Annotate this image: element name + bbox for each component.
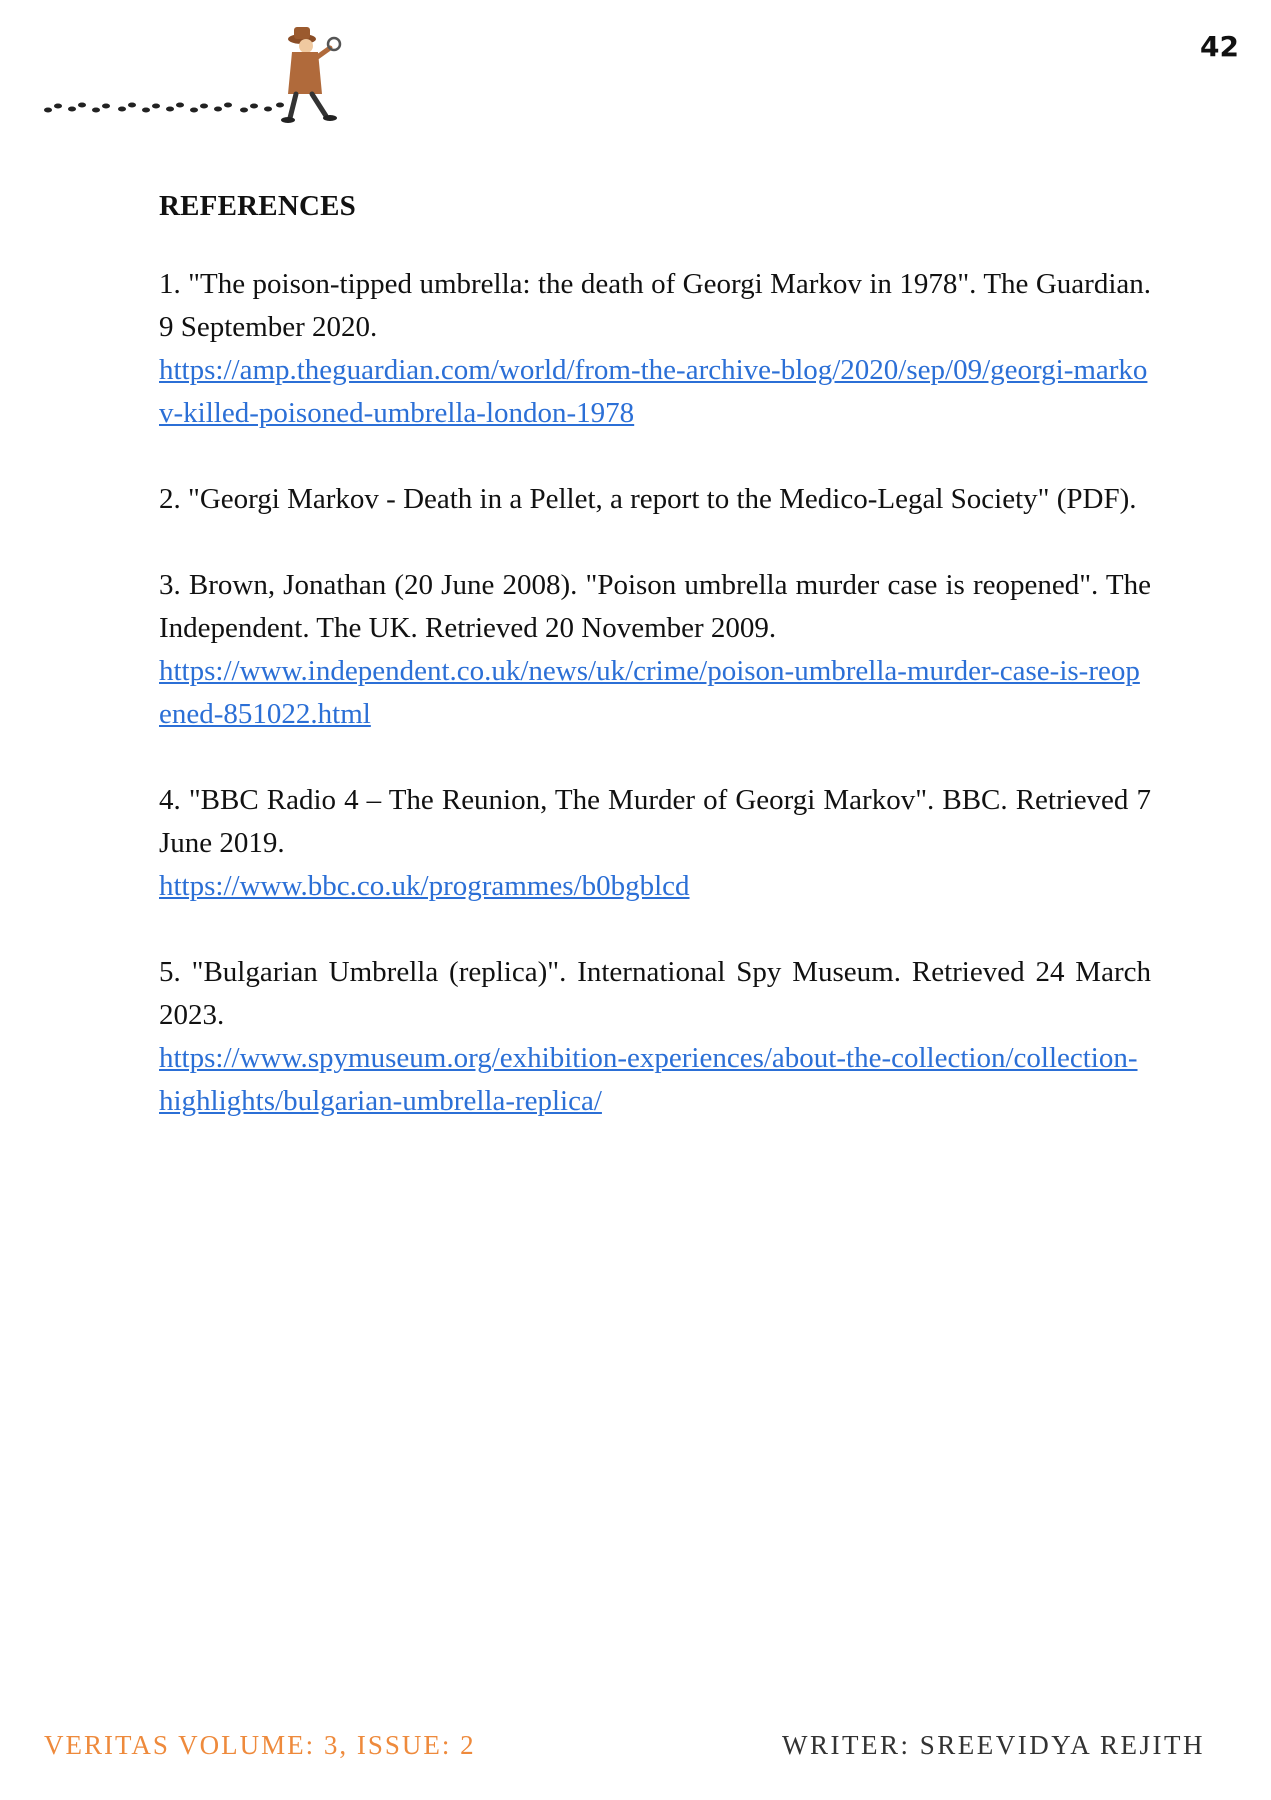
footer-writer: WRITER: SREEVIDYA REJITH: [782, 1730, 1205, 1760]
reference-link[interactable]: https://www.bbc.co.uk/programmes/b0bgblcd: [159, 870, 690, 902]
reference-item: [159, 951, 1151, 1123]
reference-text: 3. Brown, Jonathan (20 June 2008). "Poison umbrella murder case is reopened". The Independent. The UK. Retrieved 20 November 2009.: [159, 569, 1151, 644]
footer-volume-issue: VERITAS VOLUME: 3, ISSUE: 2: [44, 1730, 476, 1760]
reference-text: 5. "Bulgarian Umbrella (replica)". International Spy Museum. Retrieved 24 March 2023.: [159, 956, 1151, 1031]
reference-link[interactable]: https://amp.theguardian.com/world/from-the-archive-blog/2020/sep/09/georgi-markov-killed-poisoned-umbrella-london-1978: [159, 354, 1148, 429]
references-heading: REFERENCES: [159, 190, 356, 222]
reference-item: [159, 779, 1151, 908]
page-number: 42: [1200, 30, 1239, 63]
reference-link[interactable]: https://www.independent.co.uk/news/uk/crime/poison-umbrella-murder-case-is-reopened-851022.html: [159, 655, 1140, 730]
detective-footprints-icon: [40, 22, 360, 132]
references-section: [159, 190, 1151, 1166]
reference-text: 1. "The poison-tipped umbrella: the death of Georgi Markov in 1978". The Guardian. 9 September 2020.: [159, 268, 1151, 343]
reference-link[interactable]: https://www.spymuseum.org/exhibition-experiences/about-the-collection/collection-highlights/bulgarian-umbrella-replica/: [159, 1042, 1138, 1117]
reference-text: 4. "BBC Radio 4 – The Reunion, The Murder of Georgi Markov". BBC. Retrieved 7 June 2019.: [159, 784, 1151, 859]
reference-item: [159, 564, 1151, 736]
reference-item: [159, 263, 1151, 435]
reference-item: [159, 478, 1151, 521]
reference-text: 2. "Georgi Markov - Death in a Pellet, a report to the Medico-Legal Society" (PDF).: [159, 483, 1137, 515]
